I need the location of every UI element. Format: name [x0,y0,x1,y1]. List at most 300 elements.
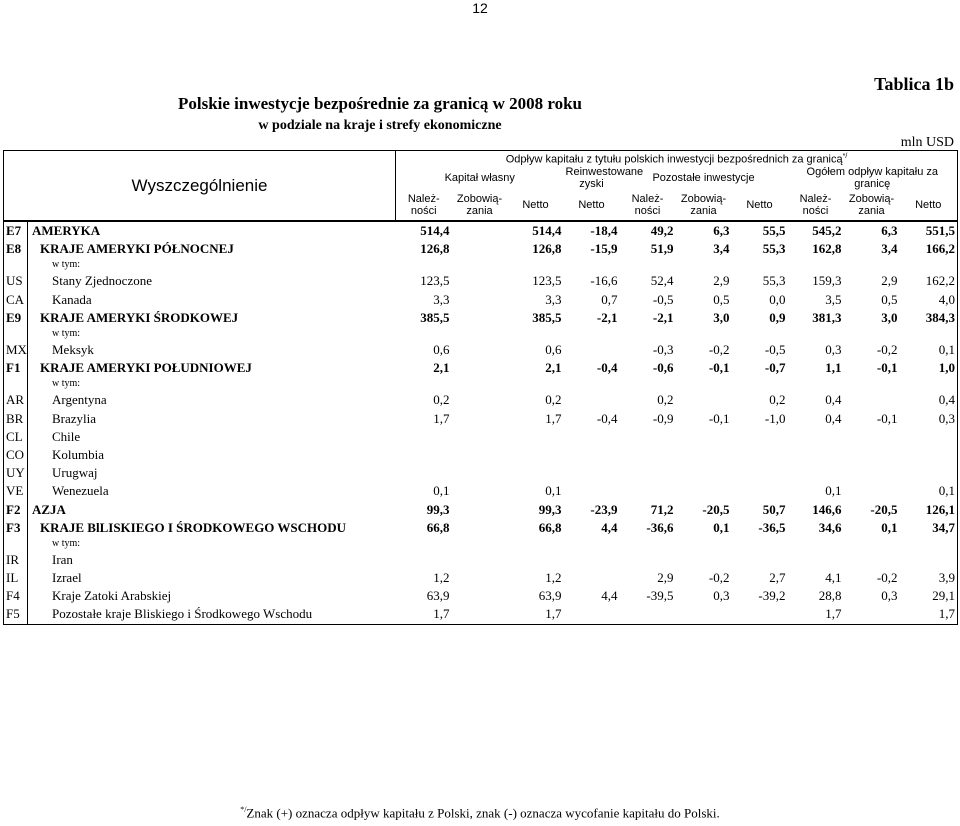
table-row [4,428,958,446]
group-ogolem: Ogółem odpływ kapitału za granicę [788,166,958,190]
cell-value: 4,0 [900,291,958,309]
table-row [4,519,958,537]
row-code: F1 [4,359,28,377]
cell-value: 2,1 [433,360,450,376]
cell-value: 63,9 [538,588,562,604]
header-top-text: Odpływ kapitału z tytułu polskich inwestycji bezpośrednich za granicą [505,153,843,166]
cell-value: 123,5 [420,273,450,289]
cell-value: 0,2 [433,392,450,408]
table-row [4,391,958,409]
row-code: E7 [4,221,28,240]
table-row [4,258,958,272]
row-name: w tym: [52,327,81,339]
cell-value [620,327,676,341]
table-row [4,605,958,624]
col-header: Netto [578,199,605,211]
cell-value [676,391,732,409]
cell-value [676,464,732,482]
cell-value: 2,9 [657,570,674,586]
row-name: w tym: [52,537,81,549]
cell-value [508,537,564,551]
cell-value: 1,7 [788,605,844,624]
row-name: AMERYKA [32,223,101,239]
cell-value: -39,5 [646,588,674,604]
cell-value [900,428,958,446]
cell-value: -20,5 [870,501,898,517]
cell-value [564,537,620,551]
cell-value [732,258,788,272]
table-row [4,446,958,464]
row-code: F2 [4,500,28,518]
cell-value [452,309,508,327]
table-row [4,464,958,482]
cell-value: 29,1 [900,587,958,605]
row-code: F4 [4,587,28,605]
cell-value: -0,2 [708,342,730,358]
row-name: Chile [52,428,81,444]
cell-value [732,446,788,464]
cell-value [788,537,844,551]
cell-value [452,258,508,272]
cell-value: 0,3 [881,588,898,604]
cell-value [844,482,900,500]
table-row [4,482,958,500]
cell-value: -0,2 [876,570,898,586]
cell-value [452,482,508,500]
data-table [3,150,958,625]
cell-value [620,605,676,624]
cell-value [900,377,958,391]
cell-value: -1,0 [764,410,786,426]
cell-value: 6,3 [713,223,730,239]
cell-value: 1,0 [900,359,958,377]
cell-value [396,537,452,551]
cell-value: -0,1 [876,410,898,426]
cell-value: 99,3 [538,501,562,517]
cell-value: 3,0 [881,309,898,325]
cell-value [732,377,788,391]
cell-value [564,327,620,341]
cell-value [564,341,620,359]
cell-value [508,446,564,464]
cell-value: -0,1 [708,360,730,376]
table-row [4,537,958,551]
cell-value [452,537,508,551]
col-header: Należ- ności [631,193,664,217]
cell-value: 55,3 [762,273,786,289]
header-top [396,151,958,167]
cell-value: 123,5 [532,273,562,289]
cell-value [788,377,844,391]
cell-value [508,377,564,391]
cell-value [396,551,452,569]
row-name: Stany Zjednoczone [52,273,152,289]
cell-value [452,341,508,359]
cell-value: 1,2 [545,570,562,586]
cell-value: 51,9 [650,241,674,257]
cell-value [508,258,564,272]
row-code: CL [4,428,28,446]
cell-value: -0,1 [708,410,730,426]
table-id: Tablica 1b [874,74,954,94]
cell-value [620,537,676,551]
cell-value [508,551,564,569]
cell-value: -2,1 [652,309,674,325]
cell-value [676,377,732,391]
page-number: 12 [472,0,488,16]
row-code: CO [4,446,28,464]
table-row [4,587,958,605]
cell-value: 50,7 [762,501,786,517]
cell-value: -0,6 [652,360,674,376]
cell-value [844,605,900,624]
cell-value: -0,1 [876,360,898,376]
cell-value: 3,0 [713,309,730,325]
cell-value: 71,2 [650,501,674,517]
cell-value [620,551,676,569]
cell-value: 52,4 [650,273,674,289]
cell-value: 0,7 [601,291,618,307]
cell-value: 381,3 [812,309,842,325]
cell-value: -0,3 [652,342,674,358]
cell-value: -39,2 [758,588,786,604]
cell-value: 162,2 [900,272,958,290]
cell-value: 0,1 [881,519,898,535]
row-name: Iran [52,551,73,567]
row-name: Argentyna [52,392,107,408]
table-row [4,500,958,518]
cell-value: 0,9 [769,309,786,325]
cell-value [788,258,844,272]
cell-value: 385,5 [532,309,562,325]
row-name: w tym: [52,259,81,271]
cell-value [452,551,508,569]
row-code: VE [4,482,28,500]
row-code: BR [4,410,28,428]
cell-value [844,391,900,409]
cell-value: 384,3 [900,309,958,327]
cell-value [396,446,452,464]
cell-value: 1,1 [825,360,842,376]
table-row [4,221,958,240]
cell-value [452,500,508,518]
cell-value [564,569,620,587]
cell-value: 2,9 [713,273,730,289]
cell-value [900,464,958,482]
table-row [4,272,958,290]
cell-value [732,327,788,341]
cell-value [564,464,620,482]
cell-value [676,551,732,569]
cell-value [844,551,900,569]
cell-value [900,327,958,341]
cell-value: 0,1 [545,483,562,499]
cell-value: 1,7 [433,410,450,426]
cell-value: 0,4 [900,391,958,409]
cell-value [844,377,900,391]
cell-value: 514,4 [532,223,562,239]
cell-value [564,258,620,272]
cell-value [564,551,620,569]
cell-value [844,327,900,341]
cell-value [620,446,676,464]
row-name: KRAJE BlLISKIEGO I ŚRODKOWEGO WSCHODU [40,519,347,535]
cell-value: 0,6 [433,342,450,358]
row-code: E8 [4,240,28,258]
row-code [4,377,28,391]
table-row [4,291,958,309]
cell-value: 2,1 [545,360,562,376]
cell-value [844,464,900,482]
cell-value: 0,3 [900,410,958,428]
cell-value: 0,1 [433,483,450,499]
group-kapital-wlasny: Kapitał własny [444,172,515,184]
cell-value: -0,2 [708,570,730,586]
cell-value: 166,2 [900,240,958,258]
cell-value: 126,8 [420,241,450,257]
cell-value [676,327,732,341]
cell-value: 0,1 [900,341,958,359]
col-header: Netto [522,199,549,211]
cell-value: 55,3 [762,241,786,257]
cell-value [732,605,788,624]
cell-value: 1,7 [900,605,958,624]
cell-value [452,569,508,587]
cell-value [732,428,788,446]
cell-value [564,391,620,409]
col-header: Należ- ności [799,193,832,217]
cell-value: 63,9 [426,588,450,604]
group-pozostale-inwestycje: Pozostałe inwestycje [652,172,755,184]
cell-value: 34,6 [818,519,842,535]
col-header: Netto [746,199,773,211]
cell-value: 0,1 [825,483,842,499]
row-name: Wenezuela [52,483,109,499]
cell-value [620,258,676,272]
table-row [4,341,958,359]
cell-value: 385,5 [420,309,450,325]
row-name: Pozostałe kraje Bliskiego i Środkowego Wschodu [28,605,396,624]
cell-value: 0,5 [713,291,730,307]
cell-value: 126,1 [900,500,958,518]
table-row [4,551,958,569]
row-name: Kanada [52,291,92,307]
cell-value: 3,4 [881,241,898,257]
row-name: Meksyk [52,342,94,358]
row-code: F5 [4,605,28,624]
cell-value: -0,5 [652,291,674,307]
cell-value: -0,9 [652,410,674,426]
cell-value [788,551,844,569]
cell-value: 0,0 [769,291,786,307]
cell-value: -0,5 [764,342,786,358]
cell-value: 34,7 [900,519,958,537]
cell-value [620,464,676,482]
cell-value [788,327,844,341]
cell-value [732,464,788,482]
cell-value: 4,1 [825,570,842,586]
cell-value: 0,2 [545,392,562,408]
cell-value: -16,6 [590,273,618,289]
cell-value [900,258,958,272]
cell-value: 6,3 [881,223,898,239]
cell-value [732,537,788,551]
cell-value [788,446,844,464]
cell-value: 66,8 [426,519,450,535]
cell-value [900,537,958,551]
cell-value: 146,6 [812,501,842,517]
cell-value: -0,7 [764,360,786,376]
table-header [4,151,958,222]
row-code: E9 [4,309,28,327]
cell-value: 3,4 [713,241,730,257]
row-name: AZJA [32,501,66,517]
cell-value [452,428,508,446]
cell-value [452,446,508,464]
cell-value [844,428,900,446]
cell-value: -20,5 [702,501,730,517]
table-row [4,359,958,377]
cell-value [564,428,620,446]
cell-value [396,377,452,391]
cell-value: -36,6 [646,519,674,535]
cell-value [452,519,508,537]
cell-value: 99,3 [426,501,450,517]
cell-value [452,327,508,341]
cell-value: -0,2 [876,342,898,358]
cell-value [452,221,508,240]
cell-value [396,327,452,341]
cell-value: 0,1 [900,482,958,500]
cell-value: 0,2 [657,392,674,408]
cell-value: 0,2 [769,392,786,408]
col-header: Zobowią- zania [456,193,503,217]
cell-value: 1,7 [545,410,562,426]
cell-value [676,428,732,446]
cell-value [564,446,620,464]
cell-value: 3,9 [900,569,958,587]
cell-value [900,551,958,569]
cell-value [452,391,508,409]
col-header: Zobowią- zania [680,193,727,217]
cell-value: -23,9 [590,501,618,517]
cell-value: 551,5 [900,221,958,240]
footnote-text: Znak (+) oznacza odpływ kapitału z Polski, znak (-) oznacza wycofanie kapitału do Polski. [246,805,720,821]
row-name: KRAJE AMERYKI ŚRODKOWEJ [40,309,239,325]
cell-value [396,464,452,482]
cell-value: 49,2 [650,223,674,239]
row-code [4,327,28,341]
row-code: US [4,272,28,290]
row-code [4,258,28,272]
cell-value [676,446,732,464]
cell-value [620,428,676,446]
row-code: F3 [4,519,28,537]
cell-value [844,446,900,464]
cell-value [788,464,844,482]
cell-value [676,258,732,272]
header-top-sup: */ [842,153,848,161]
cell-value: -0,4 [596,360,618,376]
cell-value: 3,3 [545,291,562,307]
cell-value [732,551,788,569]
cell-value: 4,4 [601,519,618,535]
unit-label: mln USD [900,135,954,150]
stub-header: Wyszczególnienie [4,151,396,222]
cell-value [452,240,508,258]
group-reinwestowane-zyski: Reinwestowane zyski [565,166,644,190]
row-code: IR [4,551,28,569]
row-name: Kolumbia [52,446,104,462]
cell-value [788,428,844,446]
row-name: Urugwaj [52,465,98,481]
cell-value: -0,4 [596,410,618,426]
table-row [4,240,958,258]
row-code: IL [4,569,28,587]
footnote-sup: */ [240,805,247,814]
cell-value: -2,1 [596,309,618,325]
cell-value [452,464,508,482]
cell-value: 1,7 [396,605,452,624]
cell-value: 159,3 [812,273,842,289]
row-code: MX [4,341,28,359]
cell-value: 514,4 [420,223,450,239]
col-header: Zobowią- zania [848,193,895,217]
row-code [4,537,28,551]
table-row [4,377,958,391]
cell-value: 0,4 [825,392,842,408]
cell-value: 0,6 [545,342,562,358]
cell-value [452,377,508,391]
cell-value [452,410,508,428]
cell-value [508,428,564,446]
cell-value [676,605,732,624]
cell-value: 3,5 [825,291,842,307]
col-header: Należ- ności [407,193,440,217]
row-code: UY [4,464,28,482]
cell-value [844,537,900,551]
cell-value [676,537,732,551]
cell-value: 4,4 [601,588,618,604]
cell-value: 0,3 [713,588,730,604]
cell-value [564,605,620,624]
row-name: Izrael [52,570,82,586]
cell-value [452,359,508,377]
cell-value: 545,2 [812,223,842,239]
cell-value [732,482,788,500]
cell-value: 28,8 [818,588,842,604]
cell-value: 0,3 [825,342,842,358]
table-row [4,569,958,587]
cell-value: 55,5 [762,223,786,239]
cell-value: 0,4 [825,410,842,426]
row-name: Kraje Zatoki Arabskiej [52,588,172,604]
row-code: CA [4,291,28,309]
cell-value [564,482,620,500]
cell-value [452,272,508,290]
cell-value [452,605,508,624]
row-name: Brazylia [52,410,97,426]
table-row [4,327,958,341]
cell-value [508,464,564,482]
row-name: KRAJE AMERYKI PÓŁNOCNEJ [40,241,234,257]
cell-value: 66,8 [538,519,562,535]
cell-value: 126,8 [532,241,562,257]
cell-value: 2,9 [881,273,898,289]
cell-value: -18,4 [590,223,618,239]
cell-value [900,446,958,464]
cell-value [620,377,676,391]
